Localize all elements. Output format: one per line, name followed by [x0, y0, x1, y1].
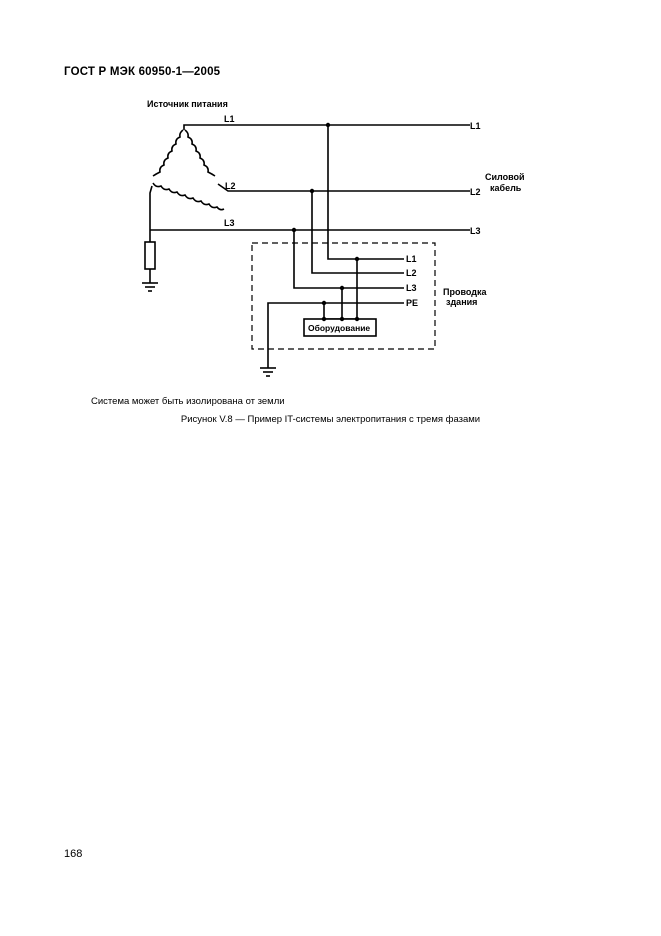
src-l3-label: L3 — [224, 218, 235, 228]
cable-label: Силовой — [485, 172, 525, 182]
wiring-label-2: здания — [446, 297, 478, 307]
src-l2-label: L2 — [225, 181, 236, 191]
cable-label-2: кабель — [490, 183, 522, 193]
line-l2 — [218, 184, 470, 191]
document-header: ГОСТ Р МЭК 60950-1—2005 — [64, 66, 221, 78]
out-l2-label: L2 — [470, 187, 481, 197]
equipment-label: Оборудование — [308, 323, 371, 333]
earth-path — [150, 186, 152, 242]
out-l3-label: L3 — [470, 226, 481, 236]
junction-dots — [292, 123, 359, 321]
earth-symbol-icon — [142, 283, 158, 291]
wiring-label: Проводка — [443, 287, 487, 297]
delta-coil-right — [185, 130, 215, 176]
bld-l2-label: L2 — [406, 268, 417, 278]
bld-pe-label: PE — [406, 298, 419, 308]
bld-l1-label: L1 — [406, 254, 417, 264]
bld-l3-label: L3 — [406, 283, 417, 293]
page-number: 168 — [64, 848, 83, 860]
isolation-note: Система может быть изолирована от земли — [91, 396, 285, 407]
drop-l1 — [328, 125, 404, 259]
delta-coil-bottom — [153, 183, 224, 210]
out-l1-label: L1 — [470, 121, 481, 131]
earth-impedance — [145, 242, 155, 269]
figure-caption: Рисунок V.8 — Пример IT-системы электропитания с тремя фазами — [180, 414, 481, 425]
delta-coil-left — [153, 130, 183, 176]
it-system-diagram — [0, 0, 661, 400]
earth-symbol-building-icon — [260, 368, 276, 376]
source-label: Источник питания — [147, 99, 228, 109]
src-l1-label: L1 — [224, 114, 235, 124]
